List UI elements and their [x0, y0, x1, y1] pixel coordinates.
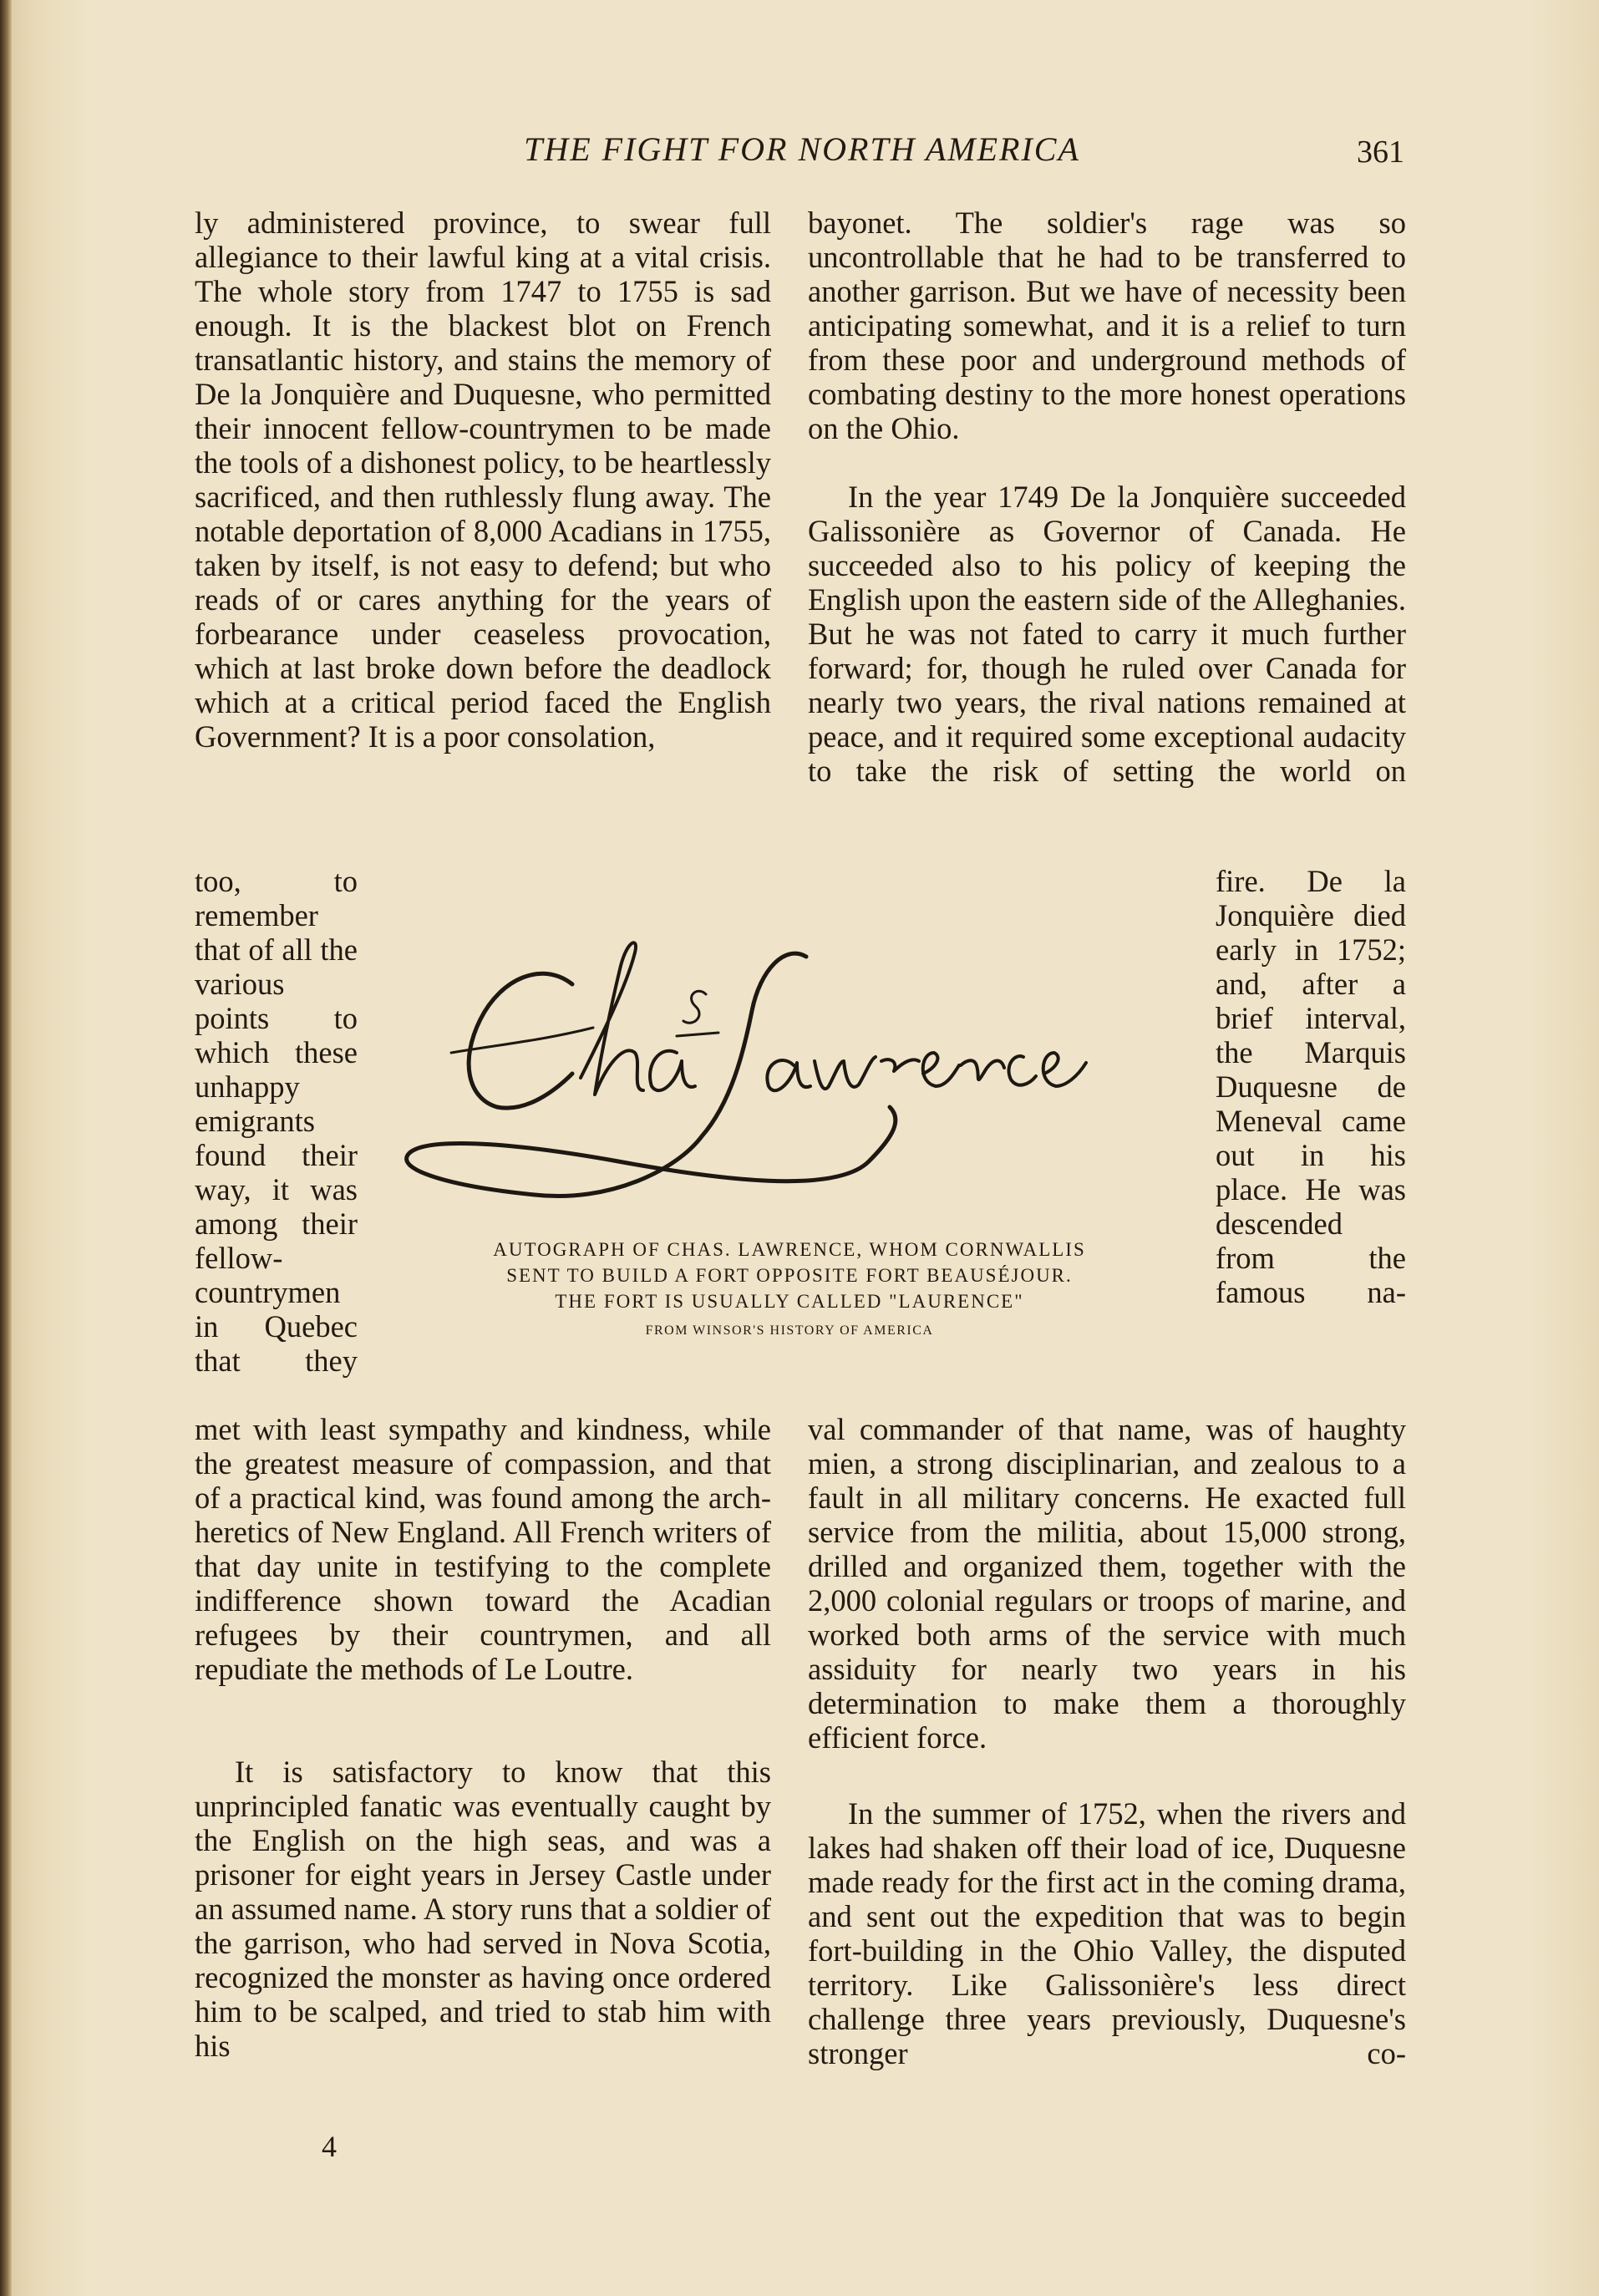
caption-line-1: AUTOGRAPH OF CHAS. LAWRENCE, WHOM CORNWALLIS [493, 1239, 1086, 1260]
left-paragraph-2: It is satisfactory to know that this unprincipled fanatic was eventually caught by the English on the high seas, and was a prisoner for eight years in Jersey Castle under an assumed name. A story runs that a soldier of the garrison, who had served in Nova Scotia, recognized the monster as having once ordered him to be scalped, and tried to stab him with his [195, 1755, 771, 2063]
right-paragraph-1: bayonet. The soldier's rage was so uncontrollable that he had to be transferred to another garrison. But we have of necessity been anticipating somewhat, and it is a relief to turn from these poor and underground methods of combating destiny to the more honest operations on the Ohio. [808, 206, 1406, 445]
autograph-signature-image [401, 919, 1186, 1220]
running-title: THE FIGHT FOR NORTH AMERICA [524, 130, 1080, 168]
left-paragraph-1-continued: met with least sympathy and kindness, while the greatest measure of compassion, and that of a practical kind, was found among the arch-heretics of New England. All French writers of that day unite in testifying to the complete indifference shown toward the Acadian refugees by their countrymen, and all repudiate the methods of Le Loutre. [195, 1412, 771, 1686]
caption-line-3: THE FORT IS USUALLY CALLED "LAURENCE" [555, 1291, 1024, 1312]
left-paragraph-1: ly administered province, to swear full allegiance to their lawful king at a vital crisis. The whole story from 1747 to 1755 is sad enough. It is the blackest blot on French transatlantic history, and stains the memory of De la Jonquière and Duquesne, who permitted their innocent fellow-countrymen to be made the tools of a dishonest policy, to be heartlessly sacrificed, and then ruthlessly flung away. The notable deportation of 8,000 Acadians in 1755, taken by itself, is not easy to defend; but who reads of or cares anything for the years of forbearance under ceaseless provocation, which at last broke down before the deadlock which at a critical period faced the English Government? It is a poor consolation, [195, 206, 771, 754]
book-spine-edge [0, 0, 12, 2296]
left-narrow-wrap-text: too, to remember that of all the various points to which these unhappy emigrants found their way, it was among their fellow-countrymen in Quebec that they [195, 864, 358, 1378]
right-narrow-wrap-text: fire. De la Jonquière died early in 1752; and, after a brief interval, the Marquis Duquesne de Meneval came out in his place. He was descended from the famous na- [1216, 864, 1406, 1309]
figure-caption [393, 1237, 1186, 1344]
right-paragraph-2-continued: val commander of that name, was of haughty mien, a strong disciplinarian, and zealous to a fault in all military concerns. He exacted full service from the militia, about 15,000 strong, drilled and organized them, together with the 2,000 colonial regulars or troops of marine, and worked both arms of the service with much assiduity for nearly two years in his determination to make them a thoroughly efficient force. [808, 1412, 1406, 1755]
signature-mark: 4 [322, 2130, 337, 2163]
caption-credit: FROM WINSOR'S HISTORY OF AMERICA [645, 1323, 934, 1338]
right-paragraph-2: In the year 1749 De la Jonquière succeeded Galissonière as Governor of Canada. He succeeded also to his policy of keeping the English upon the eastern side of the Alleghanies. But he was not fated to carry it much further forward; for, though he ruled over Canada for nearly two years, the rival nations remained at peace, and it required some exceptional audacity to take the risk of setting the world on [808, 480, 1406, 788]
page-number: 361 [1357, 135, 1404, 170]
right-paragraph-3: In the summer of 1752, when the rivers and lakes had shaken off their load of ice, Duquesne made ready for the first act in the coming drama, and sent out the expedition that was to begin fort-building in the Ohio Valley, the disputed territory. Like Galissonière's less direct challenge three years previously, Duquesne's stronger co- [808, 1796, 1406, 2070]
caption-line-2: SENT TO BUILD A FORT OPPOSITE FORT BEAUSÉJOUR. [506, 1265, 1073, 1286]
